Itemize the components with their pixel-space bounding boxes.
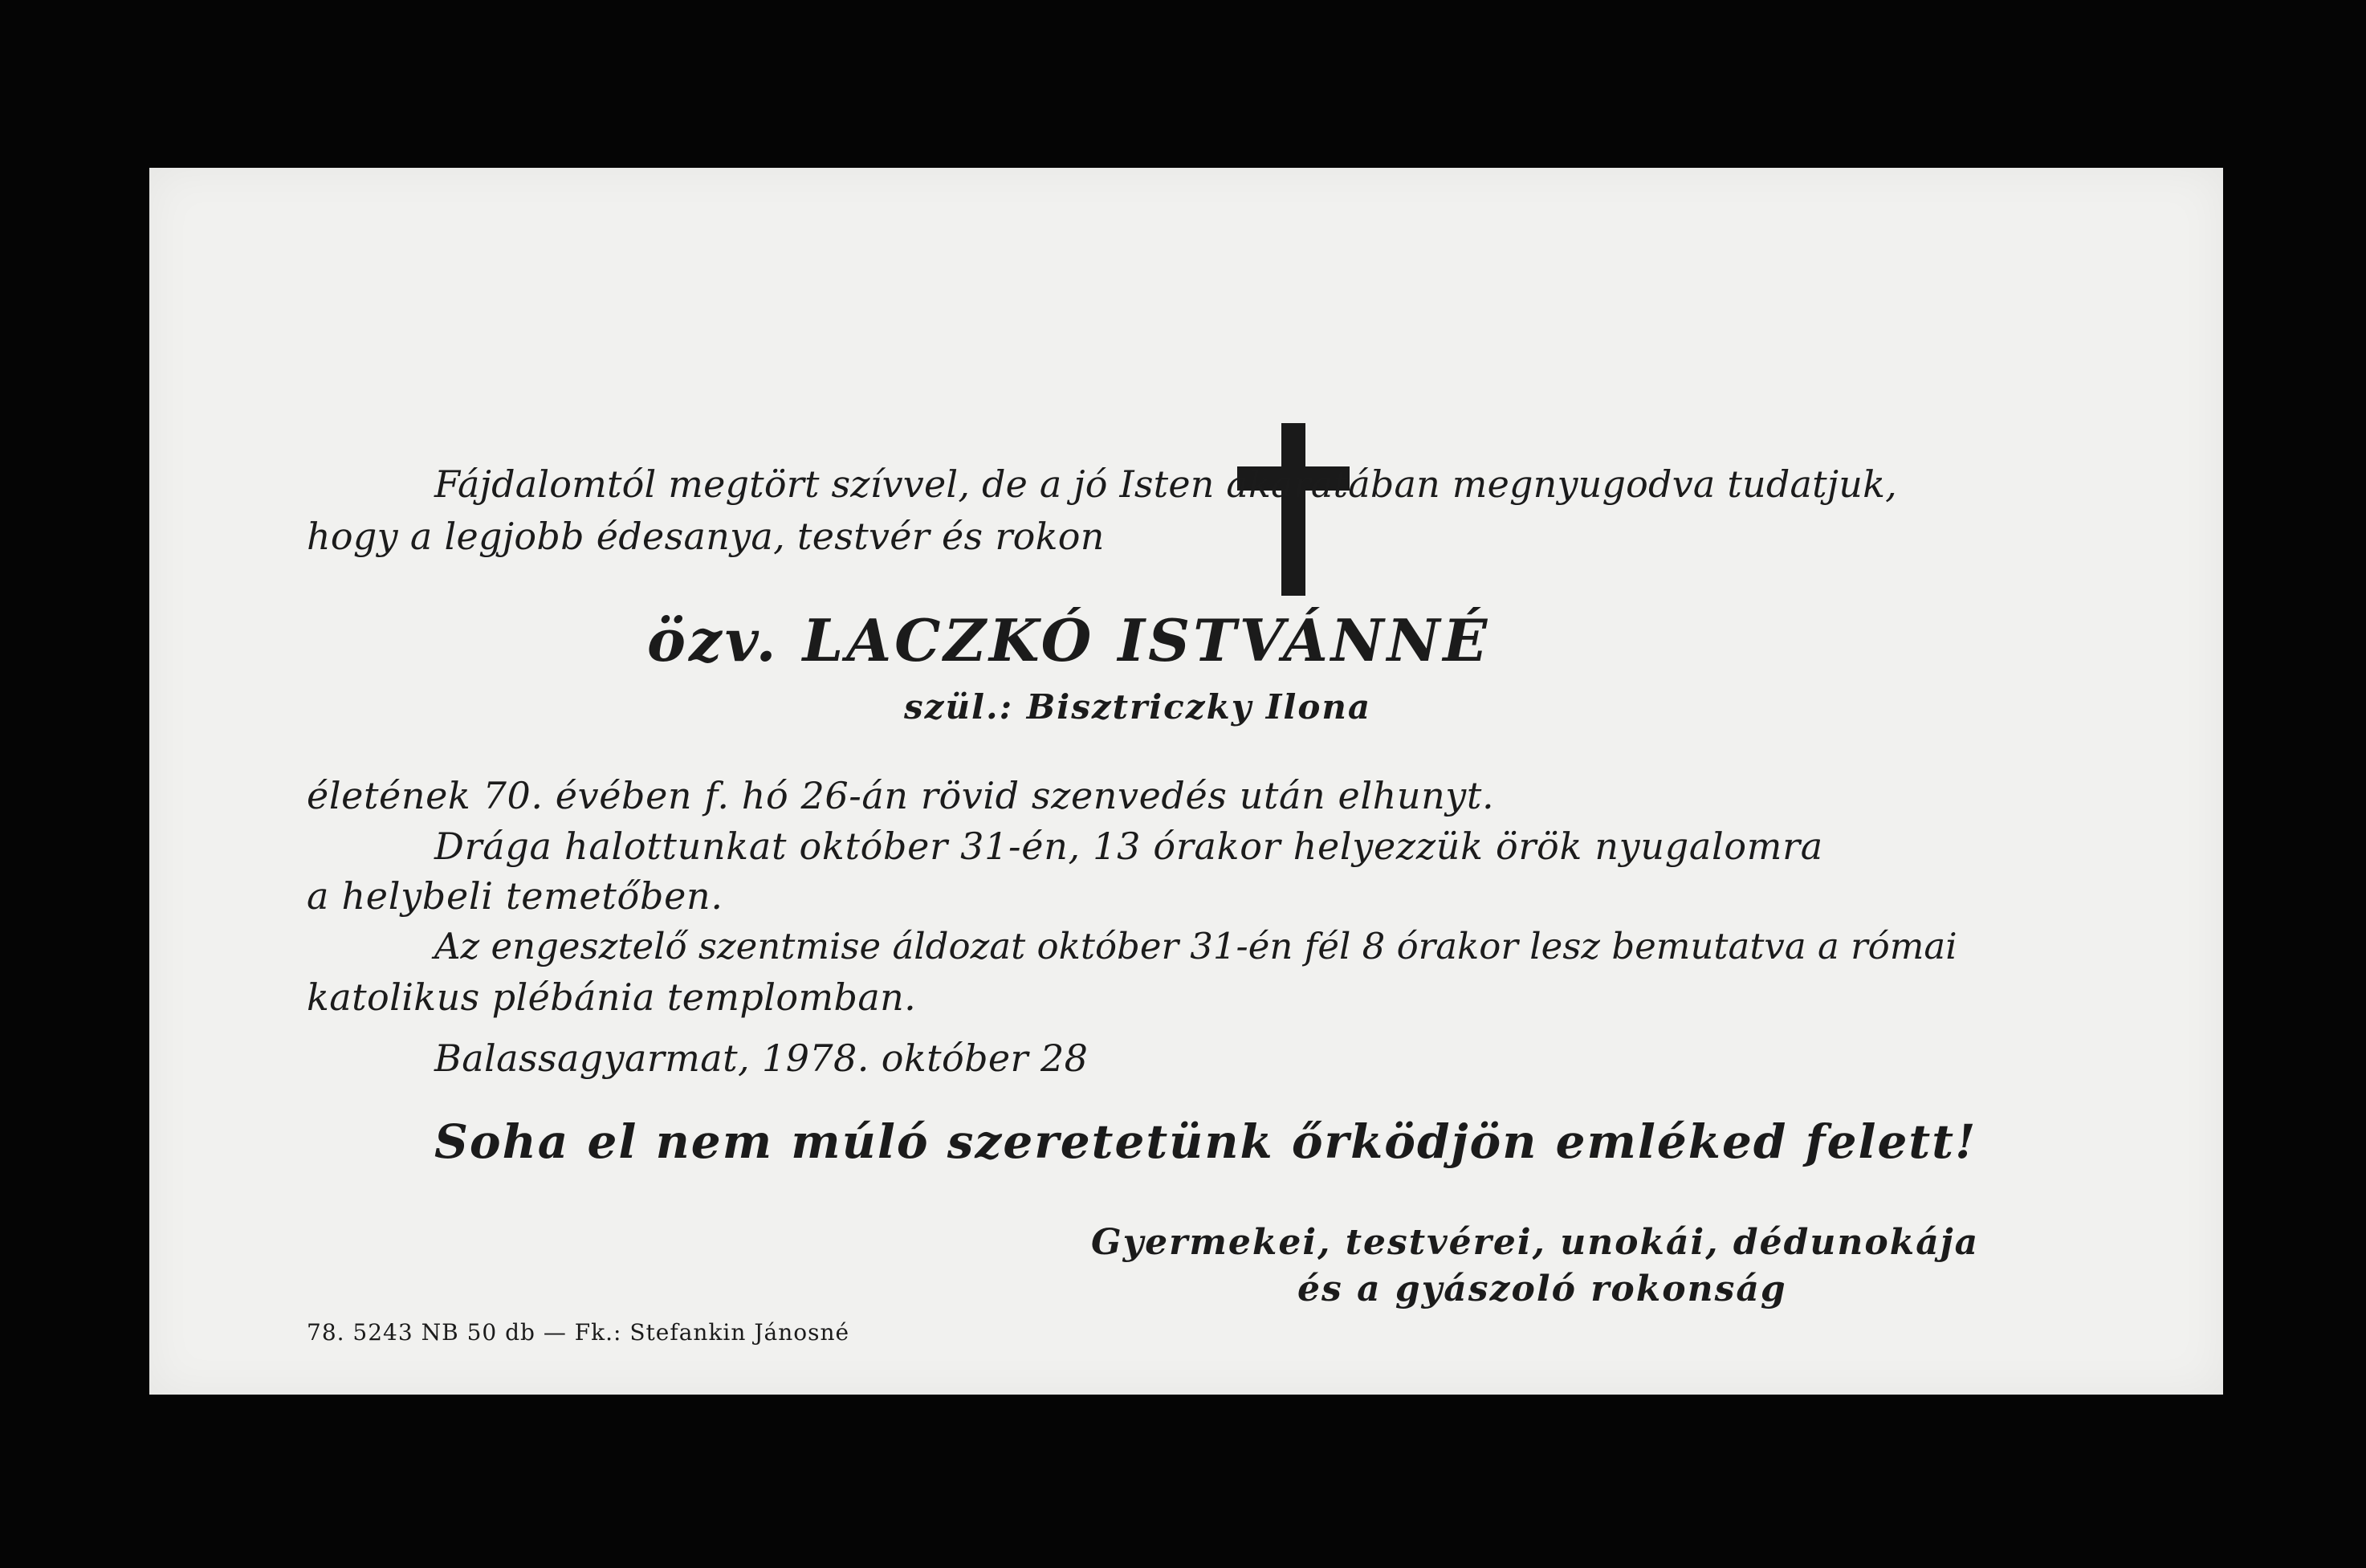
signers-line-1: Gyermekei, testvérei, unokái, dédunokája: [1091, 1222, 1980, 1263]
signers-line-2: és a gyászoló rokonság: [1297, 1269, 1787, 1309]
deceased-name: özv. LACZKÓ ISTVÁNNÉ: [647, 606, 1491, 674]
death-notice-card: [149, 168, 2223, 1395]
mass-line-1: Az engesztelő szentmise áldozat október 31-én fél 8 órakor lesz bemutatva a római: [434, 925, 1957, 967]
funeral-line-2: a helybeli temetőben.: [307, 874, 723, 918]
funeral-line-1: Drága halottunkat október 31-én, 13 órakor helyezzük örök nyugalomra: [434, 825, 1823, 868]
printer-note: 78. 5243 NB 50 db — Fk.: Stefankin Jánosné: [307, 1319, 850, 1346]
death-line: életének 70. évében f. hó 26-án rövid szenvedés után elhunyt.: [307, 774, 1495, 817]
cross-icon: [1237, 423, 1350, 596]
birth-name: szül.: Bisztriczky Ilona: [904, 687, 1372, 727]
mass-line-2: katolikus plébánia templomban.: [307, 975, 917, 1019]
place-date: Balassagyarmat, 1978. október 28: [434, 1037, 1089, 1080]
motto: Soha el nem múló szeretetünk őrködjön emléked felett!: [434, 1114, 1977, 1169]
intro-line-2: hogy a legjobb édesanya, testvér és rokon: [307, 515, 1105, 558]
intro-line-1: Fájdalomtól megtört szívvel, de a jó Isten akaratában megnyugodva tudatjuk,: [434, 462, 1897, 506]
